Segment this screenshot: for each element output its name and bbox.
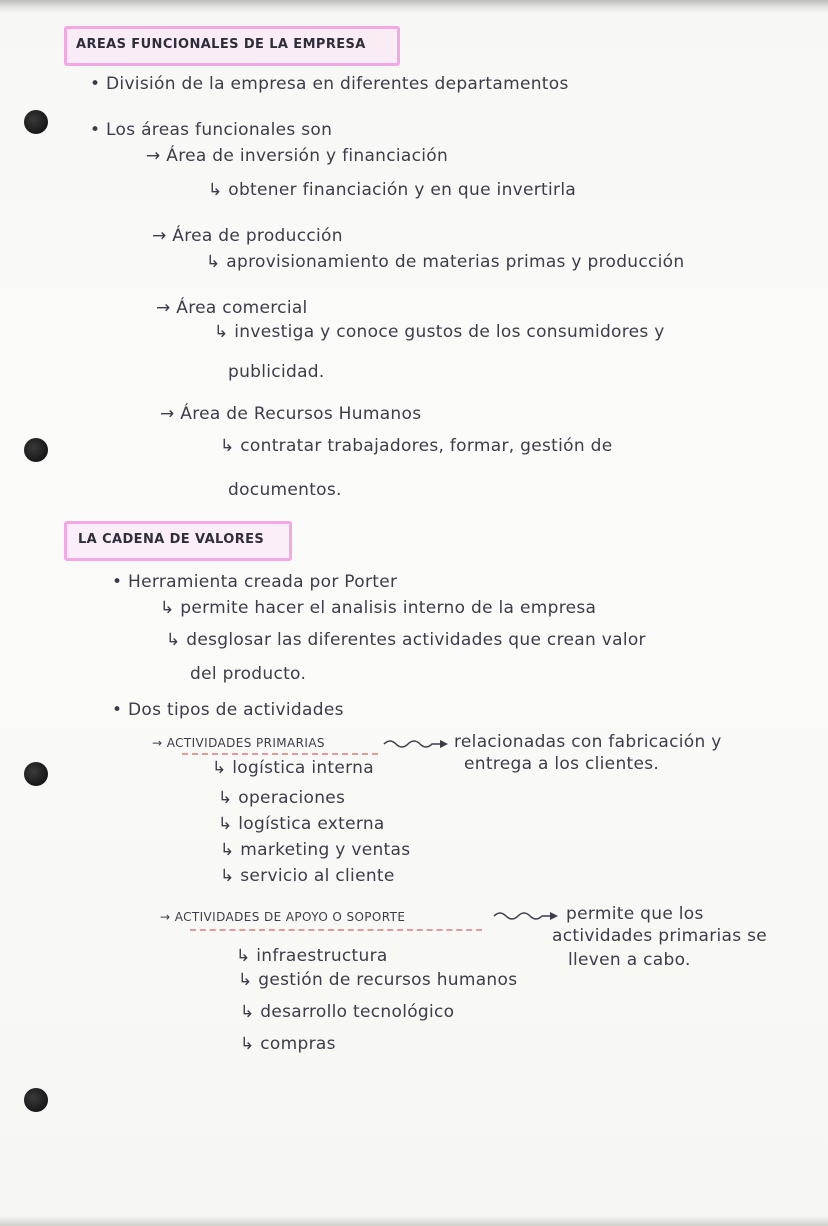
line-primarias-desc-2: entrega a los clientes. xyxy=(464,754,660,774)
line-primarias-desc-1: relacionadas con fabricación y xyxy=(454,732,722,752)
line-permite: permite hacer el analisis interno de la empresa xyxy=(180,598,597,618)
line-desarrollo: desarrollo tecnológico xyxy=(260,1002,455,1022)
item-desarrollo xyxy=(240,1002,454,1022)
arrow-icon: → xyxy=(156,298,171,318)
line-apoyo-desc-3: lleven a cabo. xyxy=(568,950,691,970)
bullet-herramienta: • Herramienta creada por Porter xyxy=(112,572,398,592)
return-arrow-icon: ↳ xyxy=(240,1034,255,1054)
item-marketing xyxy=(220,840,410,860)
item-logistica-interna xyxy=(212,758,374,778)
return-arrow-icon: ↳ xyxy=(212,758,227,778)
return-arrow-icon: ↳ xyxy=(160,598,175,618)
line-inversion-det: obtener financiación y en que invertirla xyxy=(228,180,577,200)
return-arrow-icon: ↳ xyxy=(220,866,235,886)
line-marketing: marketing y ventas xyxy=(240,840,411,860)
item-rrhh-det xyxy=(220,436,612,456)
line-rrhh: Área de Recursos Humanos xyxy=(180,404,422,424)
arrow-icon: → xyxy=(152,226,167,246)
item-rrhh xyxy=(160,404,421,424)
return-arrow-icon: ↳ xyxy=(166,630,181,650)
arrow-icon: → xyxy=(146,146,161,166)
item-logistica-externa xyxy=(218,814,385,834)
return-arrow-icon: ↳ xyxy=(208,180,223,200)
line-rrhh-det-2: documentos. xyxy=(228,480,342,500)
item-compras xyxy=(240,1034,336,1054)
return-arrow-icon: ↳ xyxy=(238,970,253,990)
item-produccion xyxy=(152,226,343,246)
line-compras: compras xyxy=(260,1034,336,1054)
item-permite xyxy=(160,598,596,618)
item-servicio xyxy=(220,866,395,886)
return-arrow-icon: ↳ xyxy=(240,1002,255,1022)
line-produccion: Área de producción xyxy=(172,226,343,246)
line-dos-tipos: Dos tipos de actividades xyxy=(128,700,344,720)
line-apoyo-desc-1: permite que los xyxy=(566,904,704,924)
item-infraestructura xyxy=(236,946,388,966)
return-arrow-icon: ↳ xyxy=(220,436,235,456)
item-comercial xyxy=(156,298,308,318)
heading-cadena-valores: LA CADENA DE VALORES xyxy=(78,532,265,547)
return-arrow-icon: ↳ xyxy=(206,252,221,272)
arrow-icon: → xyxy=(160,910,171,924)
binder-hole-1 xyxy=(24,110,48,134)
page-bottom-edge xyxy=(0,1216,828,1226)
line-rrhh-det-1: contratar trabajadores, formar, gestión de xyxy=(240,436,613,456)
heading-areas-funcionales: AREAS FUNCIONALES DE LA EMPRESA xyxy=(76,37,366,52)
page-top-edge xyxy=(0,0,828,14)
item-desglosar xyxy=(166,630,646,650)
line-apoyo-desc-2: actividades primarias se xyxy=(552,926,768,946)
return-arrow-icon: ↳ xyxy=(218,814,233,834)
return-arrow-icon: ↳ xyxy=(236,946,251,966)
line-comercial-det-2: publicidad. xyxy=(228,362,325,382)
line-logistica-externa: logística externa xyxy=(238,814,385,834)
arrow-icon: → xyxy=(152,736,163,750)
binder-hole-4 xyxy=(24,1088,48,1112)
line-gestion-rrhh: gestión de recursos humanos xyxy=(258,970,518,990)
item-inversion-det xyxy=(208,180,576,200)
wavy-arrow-icon xyxy=(492,910,562,922)
item-comercial-det xyxy=(214,322,665,342)
line-infraestructura: infraestructura xyxy=(256,946,388,966)
return-arrow-icon: ↳ xyxy=(214,322,229,342)
primarias-underline xyxy=(182,745,378,755)
return-arrow-icon: ↳ xyxy=(220,840,235,860)
line-logistica-interna: logística interna xyxy=(232,758,374,778)
bullet-dos-tipos: • Dos tipos de actividades xyxy=(112,700,344,720)
line-produccion-det: aprovisionamiento de materias primas y producción xyxy=(226,252,685,272)
binder-hole-3 xyxy=(24,762,48,786)
item-produccion-det xyxy=(206,252,684,272)
apoyo-underline xyxy=(190,921,482,931)
line-inversion: Área de inversión y financiación xyxy=(166,146,449,166)
line-desglosar-1: desglosar las diferentes actividades que crean valor xyxy=(186,630,646,650)
bullet-division: • División de la empresa en diferentes departamentos xyxy=(90,74,569,94)
wavy-arrow-icon xyxy=(382,738,452,750)
line-herramienta: Herramienta creada por Porter xyxy=(128,572,398,592)
line-areas-intro: Los áreas funcionales son xyxy=(106,120,333,140)
line-apoyo: ACTIVIDADES DE APOYO O SOPORTE xyxy=(174,910,406,924)
line-comercial: Área comercial xyxy=(176,298,308,318)
line-comercial-det-1: investiga y conoce gustos de los consumidores y xyxy=(234,322,665,342)
line-operaciones: operaciones xyxy=(238,788,346,808)
return-arrow-icon: ↳ xyxy=(218,788,233,808)
binder-hole-2 xyxy=(24,438,48,462)
item-gestion-rrhh xyxy=(238,970,517,990)
line-servicio: servicio al cliente xyxy=(240,866,395,886)
bullet-areas-intro: • Los áreas funcionales son xyxy=(90,120,333,140)
line-division: División de la empresa en diferentes departamentos xyxy=(106,74,569,94)
line-primarias: ACTIVIDADES PRIMARIAS xyxy=(166,736,325,750)
item-operaciones xyxy=(218,788,345,808)
item-inversion xyxy=(146,146,448,166)
line-desglosar-2: del producto. xyxy=(190,664,307,684)
arrow-icon: → xyxy=(160,404,175,424)
